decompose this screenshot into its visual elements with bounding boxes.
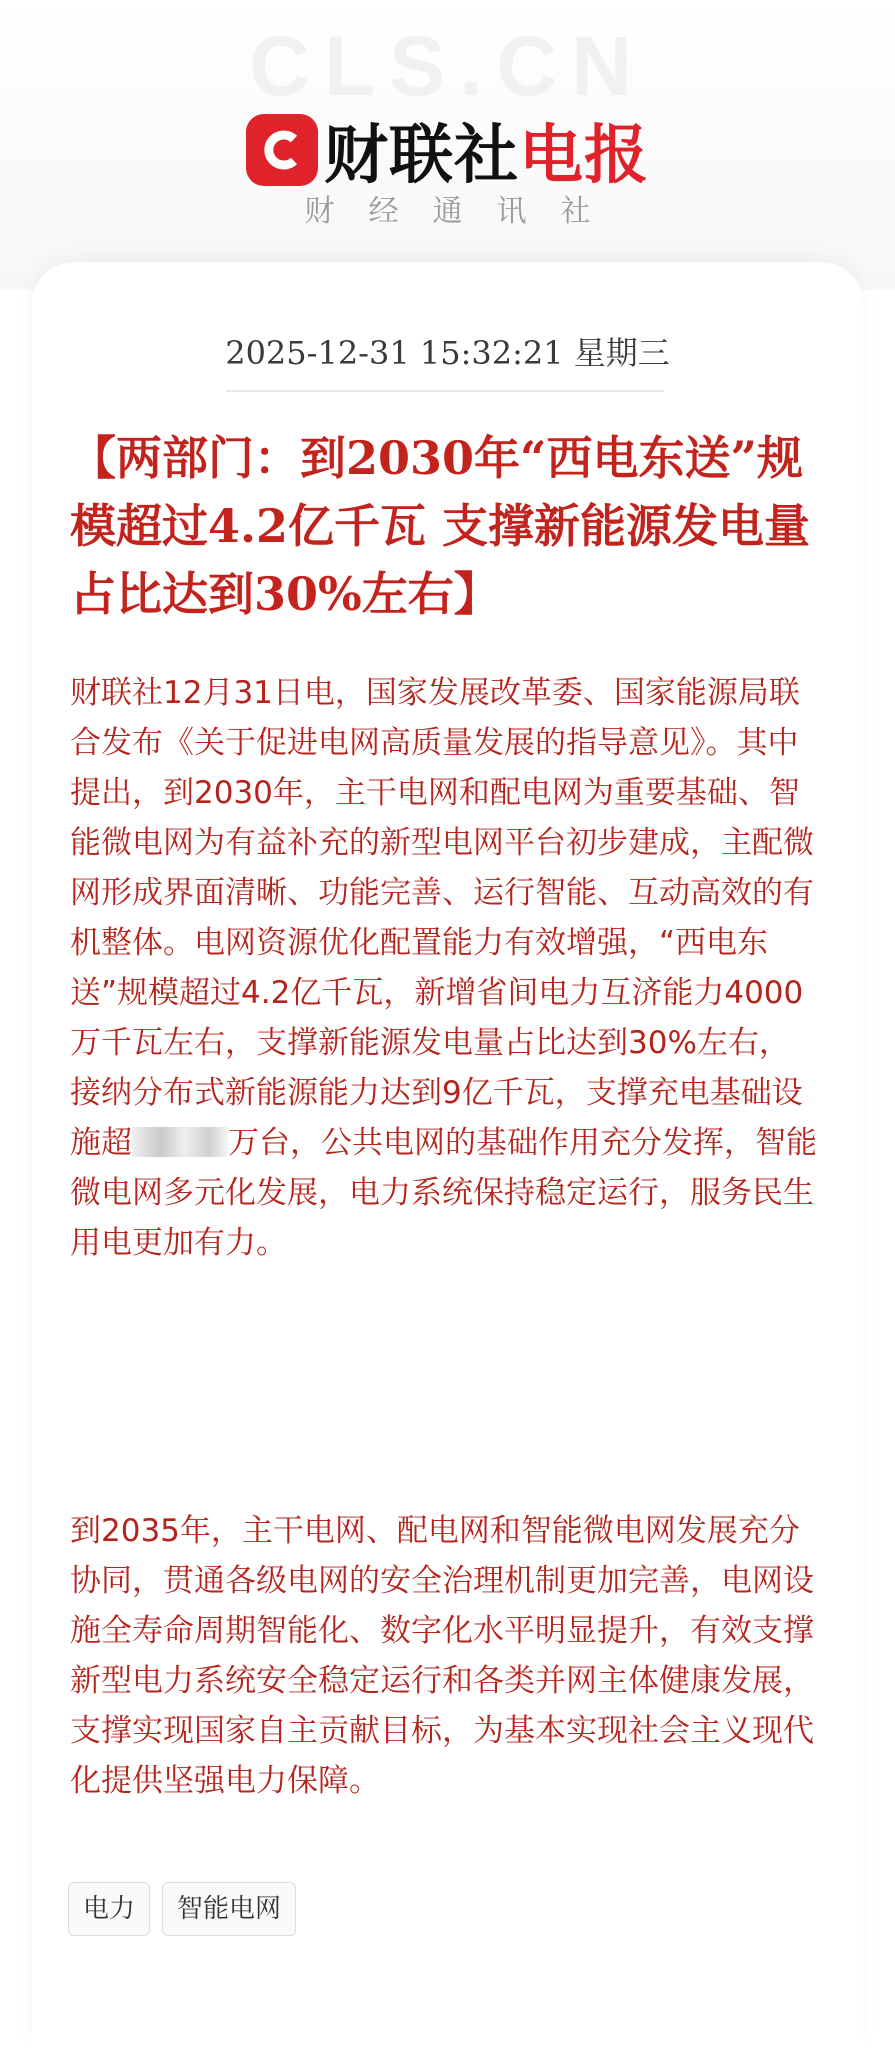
tag-smart-grid[interactable]: 智能电网: [162, 1882, 296, 1936]
publish-timestamp: 2025-12-31 15:32:21 星期三: [225, 334, 670, 372]
tag-list: [68, 1882, 296, 1936]
logo-name-red: 电报: [519, 119, 649, 193]
article-paragraph-1: [70, 668, 820, 1268]
logo-wordmark: [324, 104, 649, 196]
watermark: CLS.CN: [249, 19, 646, 113]
brand-header: [0, 0, 895, 290]
logo-name-black: 财联社: [324, 119, 519, 193]
tag-power[interactable]: 电力: [68, 1882, 150, 1936]
paragraph-1-text-before: 财联社12月31日电，国家发展改革委、国家能源局联合发布《关于促进电网高质量发展的指导意见》。其中提出，到2030年，主干电网和配电网为重要基础、智能微电网为有益补充的新型电网平台初步建成，主配微网形成界面清晰、功能完善、运行智能、互动高效的有机整体。电网资源优化配置能力有效增强，“西电东送”规模超过4.2亿千瓦，新增省间电力互济能力4000万千瓦左右，支撑新能源发电量占比达到30%左右，接纳分布式新能源能力达到9亿千瓦，支撑充电基础设施超: [70, 675, 814, 1161]
brand-subtitle: 财经通讯社: [304, 194, 625, 229]
divider: [226, 390, 664, 392]
paragraph-1-text-after: 万台，公共电网的基础作用充分发挥，智能微电网多元化发展，电力系统保持稳定运行，服务民生用电更加有力。: [70, 1125, 817, 1261]
article-paragraph-2: 到2035年，主干电网、配电网和智能微电网发展充分协同，贯通各级电网的安全治理机制更加完善，电网设施全寿命周期智能化、数字化水平明显提升，有效支撑新型电力系统安全稳定运行和各类并网主体健康发展，支撑实现国家自主贡献目标，为基本实现社会主义现代化提供坚强电力保障。: [70, 1513, 814, 1799]
article-headline: 【两部门：到2030年“西电东送”规模超过4.2亿千瓦 支撑新能源发电量占比达到30%左右】: [70, 431, 811, 621]
redacted-blur: [132, 1127, 228, 1157]
brand-logo: [0, 104, 895, 196]
logo-c-icon: [246, 114, 318, 186]
